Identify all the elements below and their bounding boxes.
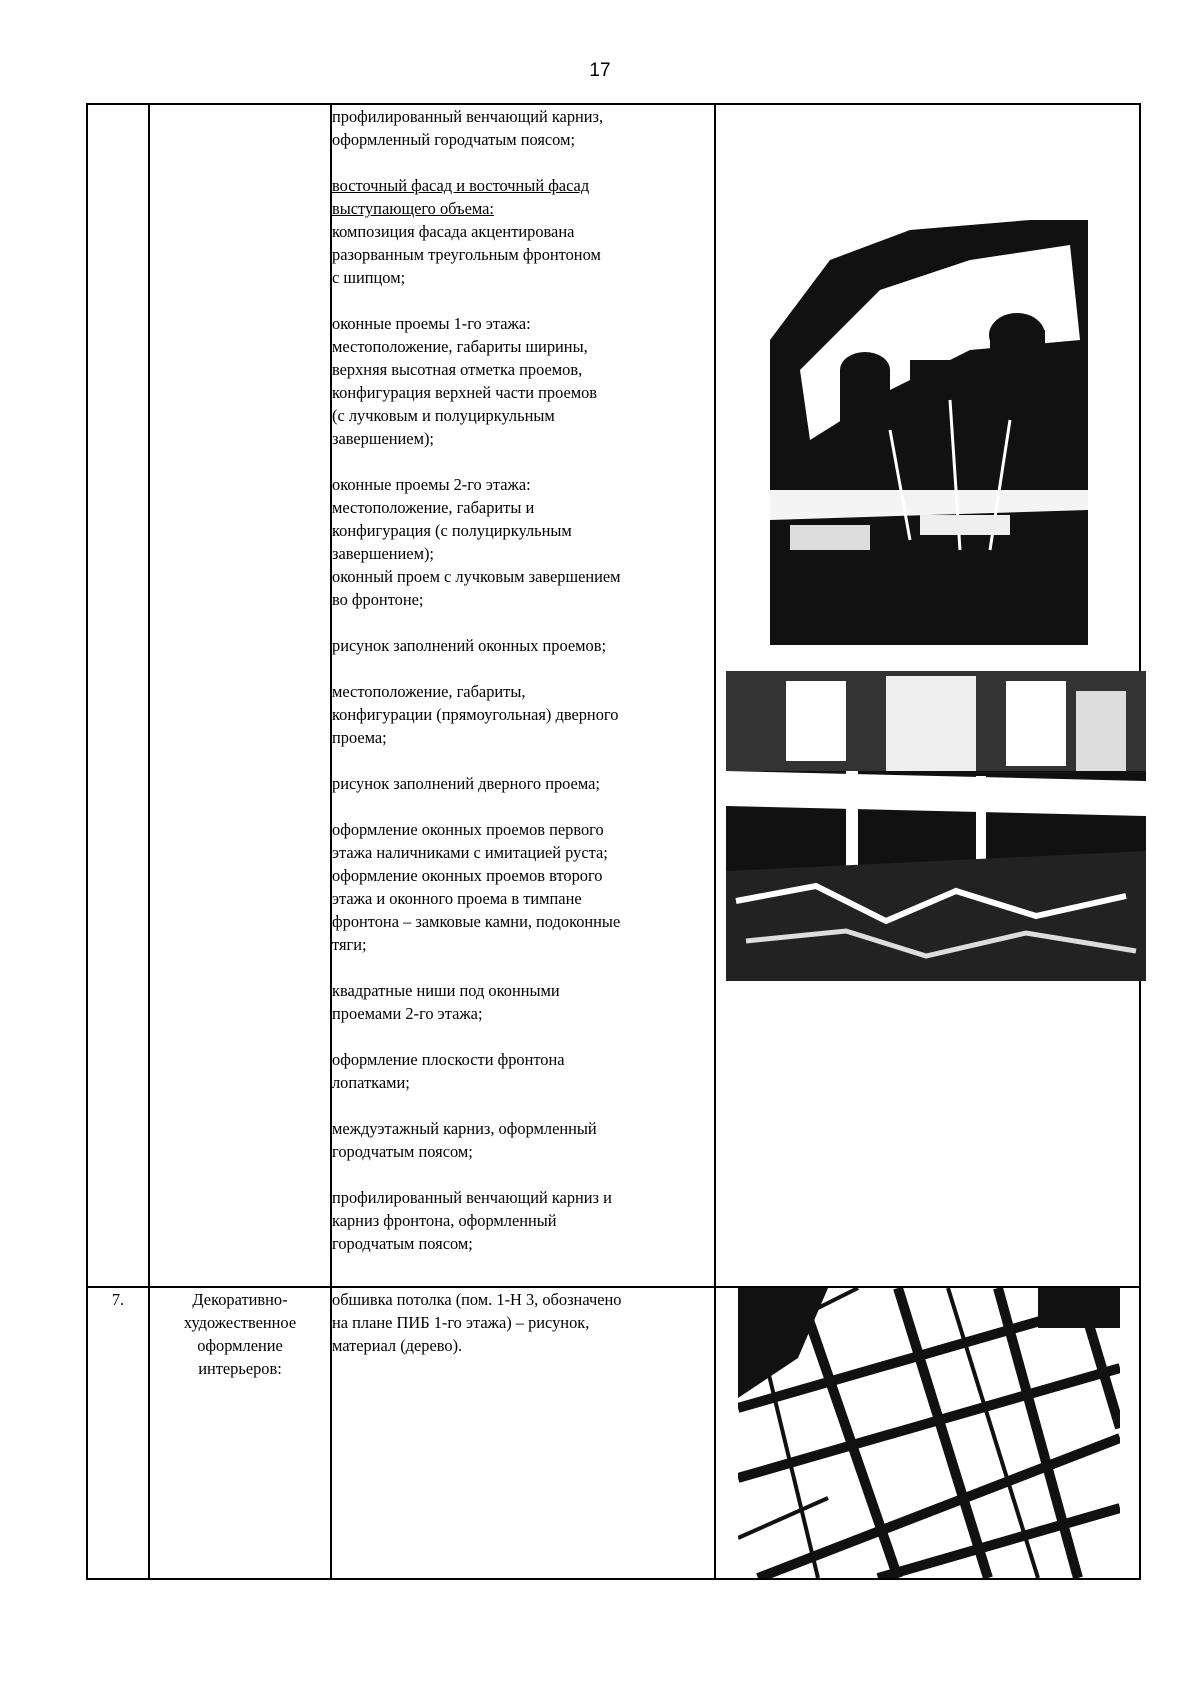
paragraph-window-decoration: оформление оконных проемов первого этажа наличниками с имитацией руста; оформление оконных проемов второго этажа и оконного проема в тимпане фронтона – замковые камни, подоконные тяги; xyxy=(332,820,621,954)
paragraph-door-fillings: рисунок заполнений дверного проема; xyxy=(332,774,600,793)
paragraph-crown-and-pediment-cornice: профилированный венчающий карниз и карниз фронтона, оформленный городчатым поясом; xyxy=(332,1188,612,1253)
facade-photo-1 xyxy=(770,220,1088,645)
table-row-7 xyxy=(87,1287,1140,1579)
paragraph-east-facade-heading: восточный фасад и восточный фасад выступающего объема: xyxy=(332,176,590,218)
paragraph-ceiling-lining: обшивка потолка (пом. 1-Н 3, обозначено на плане ПИБ 1-го этажа) – рисунок, материал (дерево). xyxy=(332,1290,622,1355)
paragraph-facade-composition: композиция фасада акцентирована разорванным треугольным фронтоном с шипцом; xyxy=(332,222,601,287)
row-number: 7. xyxy=(87,1287,149,1579)
paragraph-window-fillings: рисунок заполнений оконных проемов; xyxy=(332,636,607,655)
name-cell-empty xyxy=(149,104,331,1287)
description-cell xyxy=(331,104,715,1287)
number-cell-empty xyxy=(87,104,149,1287)
paragraph-pediment-pilasters: оформление плоскости фронтона лопатками; xyxy=(332,1050,565,1092)
paragraph-windows-floor-2: оконные проемы 2-го этажа: местоположение, габариты и конфигурация (с полуциркульным завершением); оконный проем с лучковым завершением во фронтоне; xyxy=(332,475,621,609)
facade-photo-2 xyxy=(726,671,1146,981)
photos-cell-row-7 xyxy=(715,1287,1140,1579)
paragraph-door-opening: местоположение, габариты, конфигурации (прямоугольная) дверного проема; xyxy=(332,682,619,747)
ceiling-photo xyxy=(738,1288,1120,1578)
photos-cell xyxy=(715,104,1140,1287)
row-description xyxy=(331,1287,715,1579)
paragraph-interfloor-cornice: междуэтажный карниз, оформленный городчатым поясом; xyxy=(332,1119,597,1161)
table-row-continued xyxy=(87,104,1140,1287)
row-name: Декоративно- художественное оформление интерьеров: xyxy=(149,1287,331,1579)
objects-table xyxy=(86,103,1141,1580)
page-number: 17 xyxy=(589,60,611,81)
paragraph-square-niches: квадратные ниши под оконными проемами 2-го этажа; xyxy=(332,981,560,1023)
paragraph-crown-cornice: профилированный венчающий карниз, оформленный городчатым поясом; xyxy=(332,107,604,149)
paragraph-windows-floor-1: оконные проемы 1-го этажа: местоположение, габариты ширины, верхняя высотная отметка проемов, конфигурация верхней части проемов (с лучковым и полуциркульным завершением); xyxy=(332,314,598,448)
